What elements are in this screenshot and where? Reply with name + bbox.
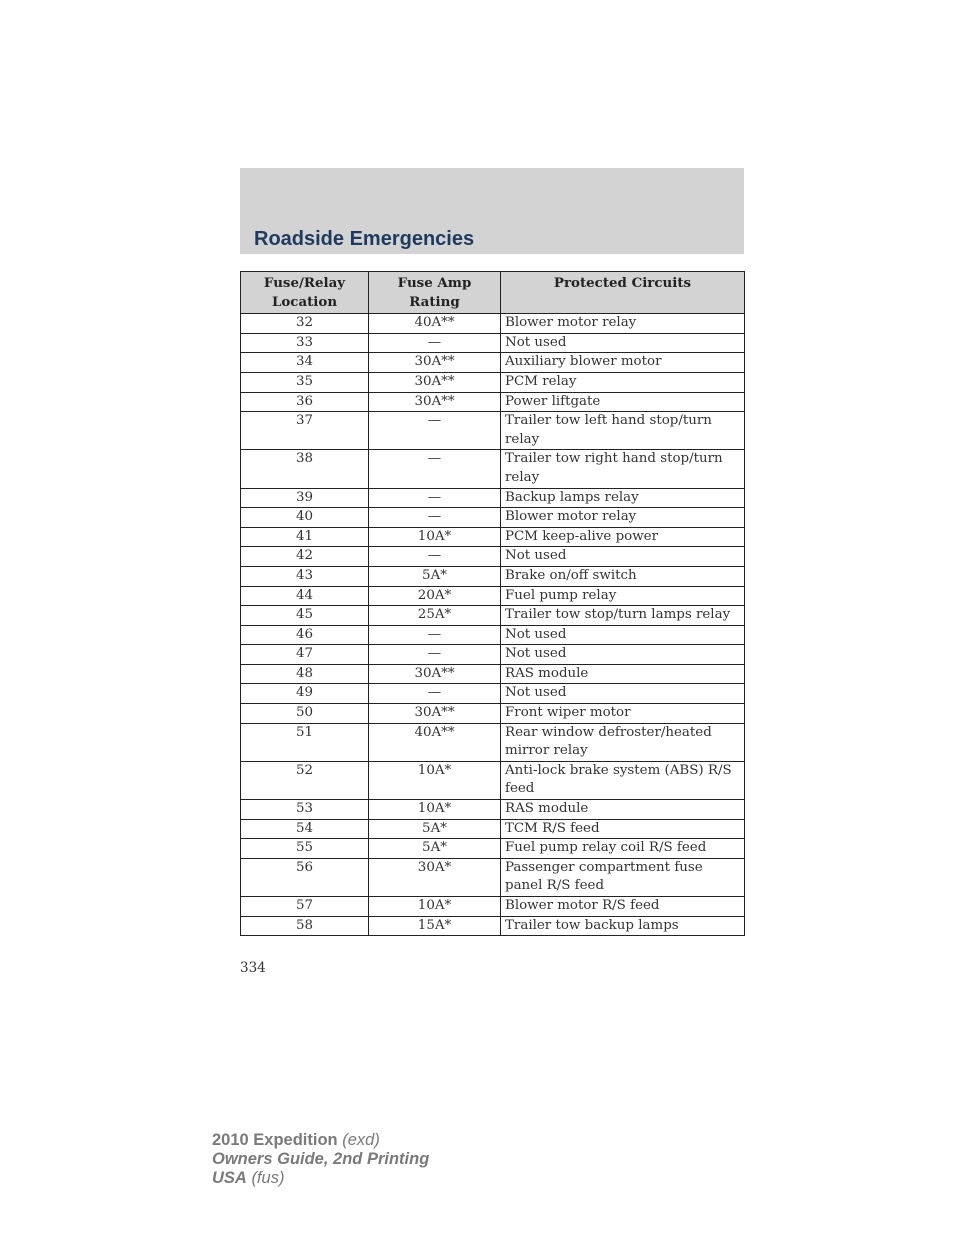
fuse-table — [240, 271, 745, 936]
fuse-rating-cell: 10A* — [369, 897, 501, 917]
table-row — [241, 314, 745, 334]
fuse-rating-cell: — — [369, 488, 501, 508]
fuse-location-cell: 55 — [241, 839, 369, 859]
fuse-location-cell: 51 — [241, 723, 369, 761]
table-row — [241, 625, 745, 645]
protected-circuit-cell: Not used — [501, 547, 745, 567]
protected-circuit-cell: Brake on/off switch — [501, 566, 745, 586]
fuse-rating-cell: 5A* — [369, 566, 501, 586]
table-row — [241, 704, 745, 724]
protected-circuit-cell: Not used — [501, 625, 745, 645]
footer-line-market: USA (fus) — [212, 1169, 285, 1187]
protected-circuit-cell: Trailer tow right hand stop/turn relay — [501, 450, 745, 488]
table-row — [241, 392, 745, 412]
protected-circuit-cell: Blower motor R/S feed — [501, 897, 745, 917]
fuse-location-cell: 37 — [241, 412, 369, 450]
table-row — [241, 606, 745, 626]
table-row — [241, 547, 745, 567]
fuse-location-cell: 32 — [241, 314, 369, 334]
table-row — [241, 412, 745, 450]
fuse-location-cell: 38 — [241, 450, 369, 488]
table-row — [241, 645, 745, 665]
protected-circuit-cell: TCM R/S feed — [501, 819, 745, 839]
protected-circuit-cell: Fuel pump relay coil R/S feed — [501, 839, 745, 859]
fuse-rating-cell: 40A** — [369, 314, 501, 334]
fuse-location-cell: 34 — [241, 353, 369, 373]
table-row — [241, 353, 745, 373]
table-row — [241, 684, 745, 704]
fuse-rating-cell: 30A** — [369, 372, 501, 392]
section-header-band — [240, 168, 744, 254]
protected-circuit-cell: Trailer tow backup lamps — [501, 916, 745, 936]
table-row — [241, 566, 745, 586]
fuse-rating-cell: — — [369, 547, 501, 567]
protected-circuit-cell: Passenger compartment fuse panel R/S feed — [501, 858, 745, 896]
fuse-location-cell: 53 — [241, 800, 369, 820]
fuse-location-cell: 58 — [241, 916, 369, 936]
fuse-table-body — [241, 314, 745, 936]
protected-circuit-cell: Rear window defroster/heated mirror relay — [501, 723, 745, 761]
table-row — [241, 761, 745, 799]
fuse-rating-cell: — — [369, 625, 501, 645]
fuse-rating-cell: 10A* — [369, 761, 501, 799]
document-footer — [212, 1131, 429, 1188]
section-title: Roadside Emergencies — [254, 228, 475, 250]
fuse-rating-cell: — — [369, 333, 501, 353]
fuse-rating-cell: — — [369, 645, 501, 665]
table-row — [241, 819, 745, 839]
table-row — [241, 488, 745, 508]
table-row — [241, 450, 745, 488]
fuse-location-cell: 50 — [241, 704, 369, 724]
fuse-location-cell: 45 — [241, 606, 369, 626]
fuse-location-cell: 56 — [241, 858, 369, 896]
fuse-location-cell: 33 — [241, 333, 369, 353]
table-row — [241, 508, 745, 528]
protected-circuit-cell: Anti-lock brake system (ABS) R/S feed — [501, 761, 745, 799]
fuse-location-cell: 43 — [241, 566, 369, 586]
column-header-circuits: Protected Circuits — [501, 272, 745, 314]
table-header-row — [241, 272, 745, 314]
protected-circuit-cell: Trailer tow stop/turn lamps relay — [501, 606, 745, 626]
fuse-rating-cell: 30A** — [369, 353, 501, 373]
protected-circuit-cell: Trailer tow left hand stop/turn relay — [501, 412, 745, 450]
fuse-location-cell: 57 — [241, 897, 369, 917]
fuse-rating-cell: — — [369, 508, 501, 528]
fuse-location-cell: 54 — [241, 819, 369, 839]
fuse-location-cell: 52 — [241, 761, 369, 799]
fuse-rating-cell: — — [369, 684, 501, 704]
table-row — [241, 800, 745, 820]
table-row — [241, 664, 745, 684]
fuse-rating-cell: 30A** — [369, 392, 501, 412]
fuse-location-cell: 36 — [241, 392, 369, 412]
fuse-rating-cell: 5A* — [369, 839, 501, 859]
table-row — [241, 527, 745, 547]
protected-circuit-cell: PCM keep-alive power — [501, 527, 745, 547]
fuse-location-cell: 40 — [241, 508, 369, 528]
fuse-rating-cell: — — [369, 450, 501, 488]
fuse-location-cell: 48 — [241, 664, 369, 684]
table-row — [241, 839, 745, 859]
fuse-rating-cell: 40A** — [369, 723, 501, 761]
fuse-rating-cell: 10A* — [369, 527, 501, 547]
fuse-rating-cell: 15A* — [369, 916, 501, 936]
protected-circuit-cell: Fuel pump relay — [501, 586, 745, 606]
fuse-location-cell: 47 — [241, 645, 369, 665]
table-row — [241, 723, 745, 761]
protected-circuit-cell: RAS module — [501, 664, 745, 684]
fuse-rating-cell: 30A** — [369, 704, 501, 724]
table-row — [241, 333, 745, 353]
fuse-rating-cell: 30A* — [369, 858, 501, 896]
fuse-rating-cell: 10A* — [369, 800, 501, 820]
fuse-rating-cell: — — [369, 412, 501, 450]
protected-circuit-cell: Backup lamps relay — [501, 488, 745, 508]
protected-circuit-cell: Power liftgate — [501, 392, 745, 412]
table-row — [241, 586, 745, 606]
fuse-location-cell: 44 — [241, 586, 369, 606]
fuse-location-cell: 49 — [241, 684, 369, 704]
table-row — [241, 916, 745, 936]
protected-circuit-cell: Blower motor relay — [501, 314, 745, 334]
fuse-location-cell: 46 — [241, 625, 369, 645]
page-number: 334 — [240, 960, 266, 976]
protected-circuit-cell: PCM relay — [501, 372, 745, 392]
protected-circuit-cell: Auxiliary blower motor — [501, 353, 745, 373]
table-row — [241, 372, 745, 392]
fuse-location-cell: 42 — [241, 547, 369, 567]
fuse-location-cell: 39 — [241, 488, 369, 508]
protected-circuit-cell: Not used — [501, 684, 745, 704]
fuse-rating-cell: 25A* — [369, 606, 501, 626]
footer-line-model: 2010 Expedition (exd) — [212, 1131, 380, 1149]
fuse-rating-cell: 5A* — [369, 819, 501, 839]
fuse-rating-cell: 20A* — [369, 586, 501, 606]
protected-circuit-cell: Front wiper motor — [501, 704, 745, 724]
protected-circuit-cell: Not used — [501, 645, 745, 665]
footer-line-edition: Owners Guide, 2nd Printing — [212, 1150, 430, 1168]
column-header-rating: Fuse Amp Rating — [369, 272, 501, 314]
fuse-rating-cell: 30A** — [369, 664, 501, 684]
protected-circuit-cell: RAS module — [501, 800, 745, 820]
fuse-location-cell: 41 — [241, 527, 369, 547]
table-row — [241, 858, 745, 896]
column-header-location: Fuse/Relay Location — [241, 272, 369, 314]
protected-circuit-cell: Blower motor relay — [501, 508, 745, 528]
table-row — [241, 897, 745, 917]
protected-circuit-cell: Not used — [501, 333, 745, 353]
fuse-location-cell: 35 — [241, 372, 369, 392]
